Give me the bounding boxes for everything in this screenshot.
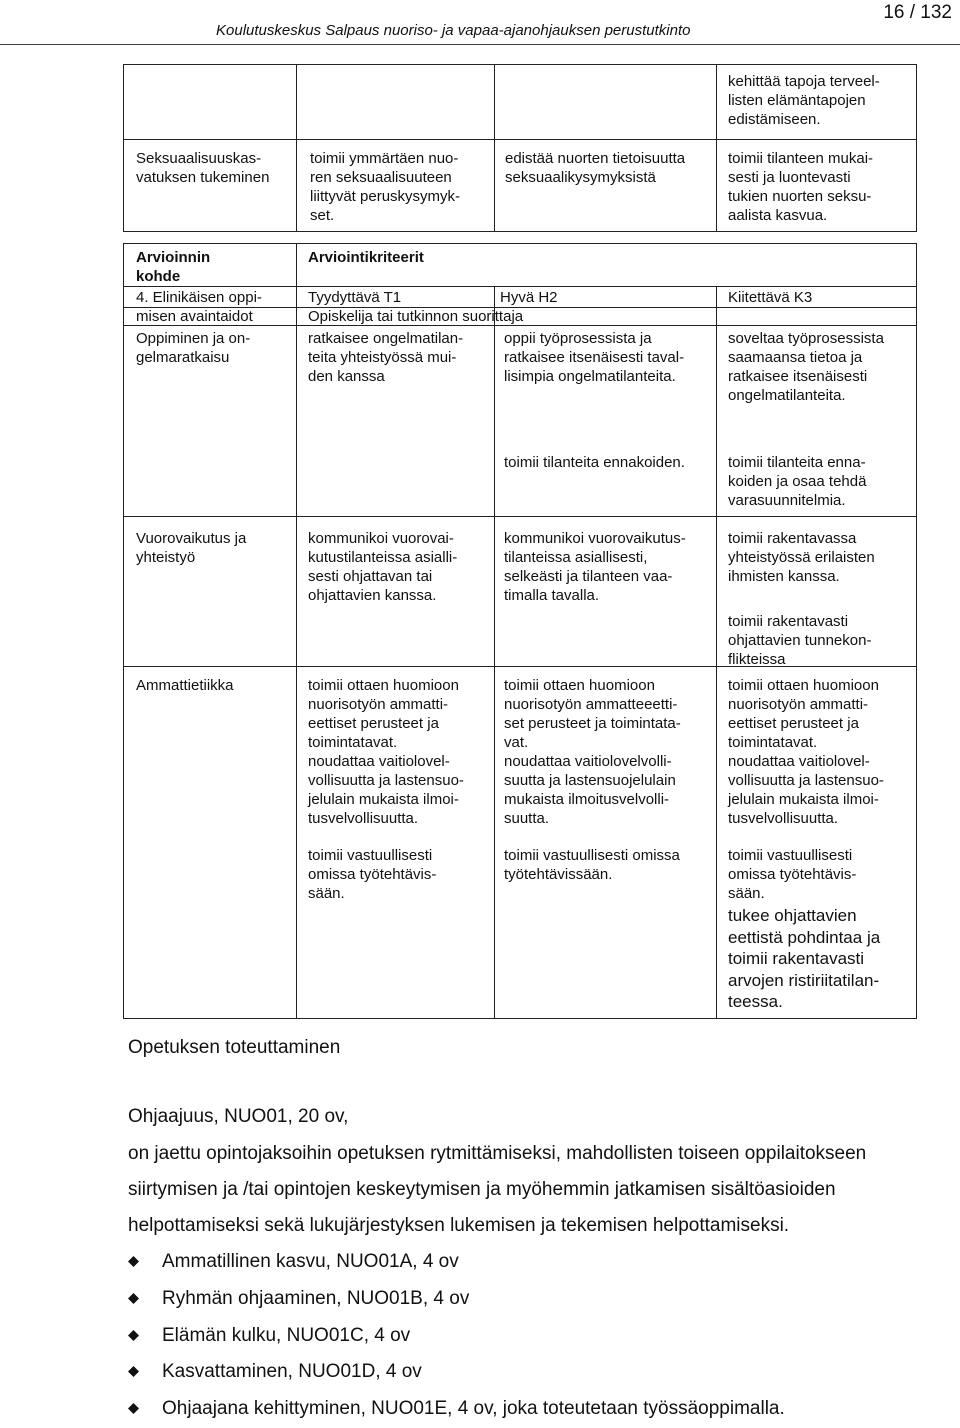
top-row2-label-cell: Seksuaalisuuskas- vatuksen tukeminen [136, 150, 270, 186]
grade-k3-heading: Kiitettävä K3 [728, 289, 813, 306]
learning-t1-cell: ratkaisee ongelmatilan- teita yhteistyössä mui- den kanssa [308, 330, 464, 385]
top-row2-t1-cell: toimii ymmärtäen nuo- ren seksuaalisuuteen liittyvät peruskysymyk- set. [310, 150, 461, 224]
interaction-t1-cell: kommunikoi vuorovai- kutustilanteissa asialli- sesti ohjattavan tai ohjattavien kanssa. [308, 530, 458, 604]
table-divider [716, 286, 717, 1018]
assessment-table [123, 243, 917, 1019]
list-item [128, 1318, 785, 1355]
table-divider [716, 65, 717, 231]
top-row2-k3-cell: toimii tilanteen mukai- sesti ja luontevasti tukien nuorten seksu- aalista kasvua. [728, 150, 874, 224]
learning-k3-cell: soveltaa työprosessista saamaansa tietoa ja ratkaisee itsenäisesti ongelmatilanteita. [728, 330, 884, 404]
ethics-k3-cell-2: toimii vastuullisesti omissa työtehtävis- sään. [728, 847, 857, 902]
teaching-heading: Opetuksen toteuttaminen [128, 1037, 341, 1058]
interaction-k3-cell-2: toimii rakentavasti ohjattavien tunnekon- flikteissa [728, 613, 872, 668]
learning-h2-cell-2: toimii tilanteita ennakoiden. [504, 454, 685, 471]
table-divider [124, 286, 916, 287]
key-skills-label: 4. Elinikäisen oppi- misen avaintaidot [136, 289, 262, 325]
diamond-bullet-icon [128, 1293, 139, 1304]
ethics-h2-cell-2: toimii vastuullisesti omissa työtehtävissään. [504, 847, 680, 883]
criteria-heading: Arviointikriteerit [308, 249, 424, 266]
ethics-k3-cell-3: tukee ohjattavien eettistä pohdintaa ja toimii rakentavasti arvojen ristiriitatilan- teessa. [728, 906, 881, 1011]
course-line: Ohjaajuus, NUO01, 20 ov, [128, 1106, 349, 1127]
top-table [123, 64, 917, 232]
table-divider [124, 516, 916, 517]
list-item [128, 1281, 785, 1318]
ethics-t1-cell: toimii ottaen huomioon nuorisotyön ammatti- eettiset perusteet ja toimintatavat. noudattaa vaitiolovel- vollisuutta ja lastensuo- jelulain mukaista ilmoi- tusvelvollisuutta. [308, 677, 464, 827]
list-item [128, 1244, 785, 1281]
learning-h2-cell: oppii työprosessista ja ratkaisee itsenäisesti taval- lisimpia ongelmatilanteita. [504, 330, 685, 385]
grade-t1-heading: Tyydyttävä T1 [308, 289, 402, 306]
diamond-bullet-icon [128, 1403, 139, 1414]
list-item [128, 1354, 785, 1391]
table-divider [296, 244, 297, 1018]
course-unit-label: Ammatillinen kasvu, NUO01A, 4 ov [162, 1251, 459, 1272]
table-divider [494, 65, 495, 231]
course-unit-label: Kasvattaminen, NUO01D, 4 ov [162, 1361, 422, 1383]
course-unit-list [128, 1244, 785, 1428]
student-or-completer-label: Opiskelija tai tutkinnon suorittaja [308, 308, 524, 325]
diamond-bullet-icon [128, 1330, 139, 1341]
interaction-row-label: Vuorovaikutus ja yhteistyö [136, 530, 247, 566]
top-row2-h2-cell: edistää nuorten tietoisuutta seksuaalikysymyksistä [505, 150, 686, 186]
ethics-row-label: Ammattietiikka [136, 677, 234, 694]
ethics-k3-cell: toimii ottaen huomioon nuorisotyön ammatti- eettiset perusteet ja toimintatavat. noudattaa vaitiolovel- vollisuutta ja lastensuo- jelulain mukaista ilmoi- tusvelvollisuutta. [728, 677, 884, 827]
top-row1-k3-cell: kehittää tapoja terveel- listen elämäntapojen edistämiseen. [728, 73, 880, 128]
document-header-title: Koulutuskeskus Salpaus nuoriso- ja vapaa-ajanohjauksen perustutkinto [216, 22, 691, 39]
interaction-h2-cell: kommunikoi vuorovaikutus- tilanteissa asiallisesti, selkeästi ja tilanteen vaa- timalla tavalla. [504, 530, 686, 604]
ethics-h2-cell: toimii ottaen huomioon nuorisotyön ammatteeetti- set perusteet ja toimintata- vat. noudattaa vaitiolovelvolli- suutta ja lastensuojelulain mukaista ilmoitusvelvolli- suutta. [504, 677, 681, 827]
list-item [128, 1391, 785, 1428]
learning-row-label: Oppiminen ja on- gelmaratkaisu [136, 330, 251, 366]
interaction-k3-cell: toimii rakentavassa yhteistyössä erilaisten ihmisten kanssa. [728, 530, 875, 585]
ethics-t1-cell-2: toimii vastuullisesti omissa työtehtävis- sään. [308, 847, 437, 902]
course-unit-label: Ryhmän ohjaaminen, NUO01B, 4 ov [162, 1287, 470, 1309]
course-unit-label: Elämän kulku, NUO01C, 4 ov [162, 1324, 411, 1346]
table-divider [124, 139, 916, 140]
teaching-paragraph: on jaettu opintojaksoihin opetuksen rytmittämiseksi, mahdollisten toiseen oppilaitokseen siirtymisen ja /tai opintojen keskeytymisen ja myöhemmin jatkamisen sisältöasioiden helpottamiseksi sekä lukujärjestyksen lukemisen ja tekemisen helpottamiseksi. [128, 1143, 867, 1236]
course-unit-label: Ohjaajana kehittyminen, NUO01E, 4 ov, joka toteutetaan työssäoppimalla. [162, 1398, 785, 1420]
assessment-target-heading: Arvioinnin kohde [136, 249, 211, 285]
page-number: 16 / 132 [883, 2, 952, 23]
header-divider [0, 44, 960, 45]
grade-h2-heading: Hyvä H2 [500, 289, 558, 306]
table-divider [296, 65, 297, 231]
learning-k3-cell-2: toimii tilanteita enna- koiden ja osaa tehdä varasuunnitelmia. [728, 454, 867, 509]
table-divider [494, 286, 495, 1018]
diamond-bullet-icon [128, 1256, 139, 1267]
diamond-bullet-icon [128, 1366, 139, 1377]
